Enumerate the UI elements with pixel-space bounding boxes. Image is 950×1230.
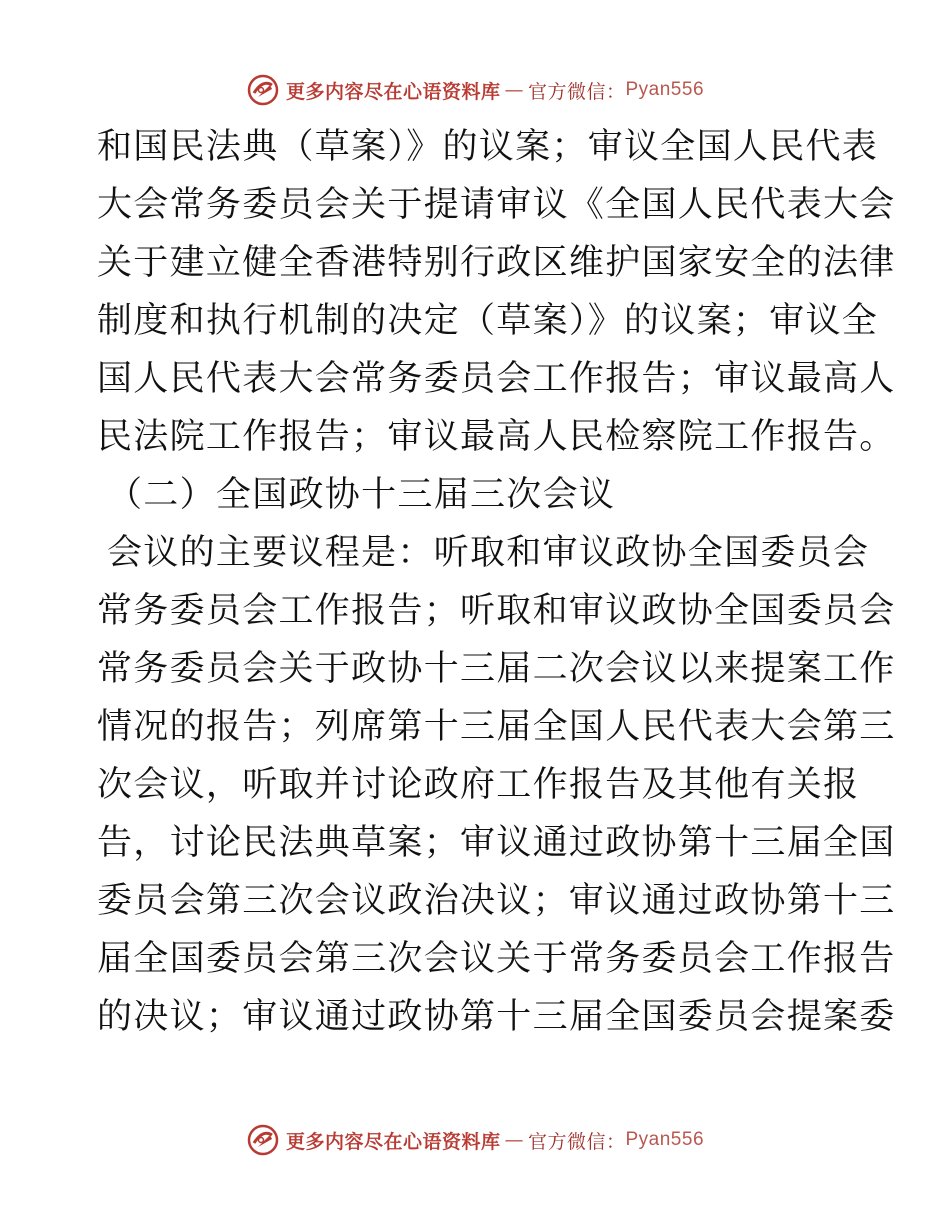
banner-wechat-id: Pyan556 [625, 79, 705, 100]
paragraph2-line: 委员会第三次会议政治决议；审议通过政协第十三 [97, 881, 896, 921]
paragraph2-line: 次会议，听取并讨论政府工作报告及其他有关报 [97, 765, 860, 805]
footer-banner [0, 1120, 950, 1160]
paragraph2-line: 会议的主要议程是：听取和审议政协全国委员会 [107, 533, 870, 573]
paragraph1-line: 和国民法典（草案）》的议案；审议全国人民代表 [97, 127, 879, 167]
banner-official-label: 官方微信： [527, 1130, 626, 1153]
paragraph2-line: 常务委员会关于政协十三届二次会议以来提案工作 [97, 649, 896, 689]
banner-brand-text: 更多内容尽在心语资料库 [285, 80, 501, 103]
brand-logo-icon [246, 1123, 280, 1157]
banner-brand-text: 更多内容尽在心语资料库 [285, 1130, 501, 1153]
banner-wechat-id: Pyan556 [625, 1129, 705, 1150]
paragraph2-line: 情况的报告；列席第十三届全国人民代表大会第三 [97, 707, 896, 747]
banner-dash: — [504, 79, 524, 101]
paragraph1-line: 大会常务委员会关于提请审议《全国人民代表大会 [97, 185, 896, 225]
paragraph1-line: 关于建立健全香港特别行政区维护国家安全的法律 [97, 243, 896, 283]
paragraph2-line: 的决议；审议通过政协第十三届全国委员会提案委 [97, 997, 896, 1037]
paragraph2-line: 常务委员会工作报告；听取和审议政协全国委员会 [97, 591, 896, 631]
banner-official-label: 官方微信： [527, 80, 626, 103]
header-banner [0, 70, 950, 110]
section-heading: （二）全国政协十三届三次会议 [107, 475, 616, 515]
paragraph1-line: 制度和执行机制的决定（草案）》的议案；审议全 [97, 301, 879, 341]
paragraph1-line: 民法院工作报告；审议最高人民检察院工作报告。 [97, 417, 896, 457]
paragraph1-line: 国人民代表大会常务委员会工作报告；审议最高人 [97, 359, 896, 399]
document-body [97, 118, 896, 1046]
paragraph2-line: 告，讨论民法典草案；审议通过政协第十三届全国 [97, 823, 896, 863]
brand-logo-icon [246, 73, 280, 107]
banner-dash: — [504, 1129, 524, 1151]
paragraph2-line: 届全国委员会第三次会议关于常务委员会工作报告 [97, 939, 896, 979]
